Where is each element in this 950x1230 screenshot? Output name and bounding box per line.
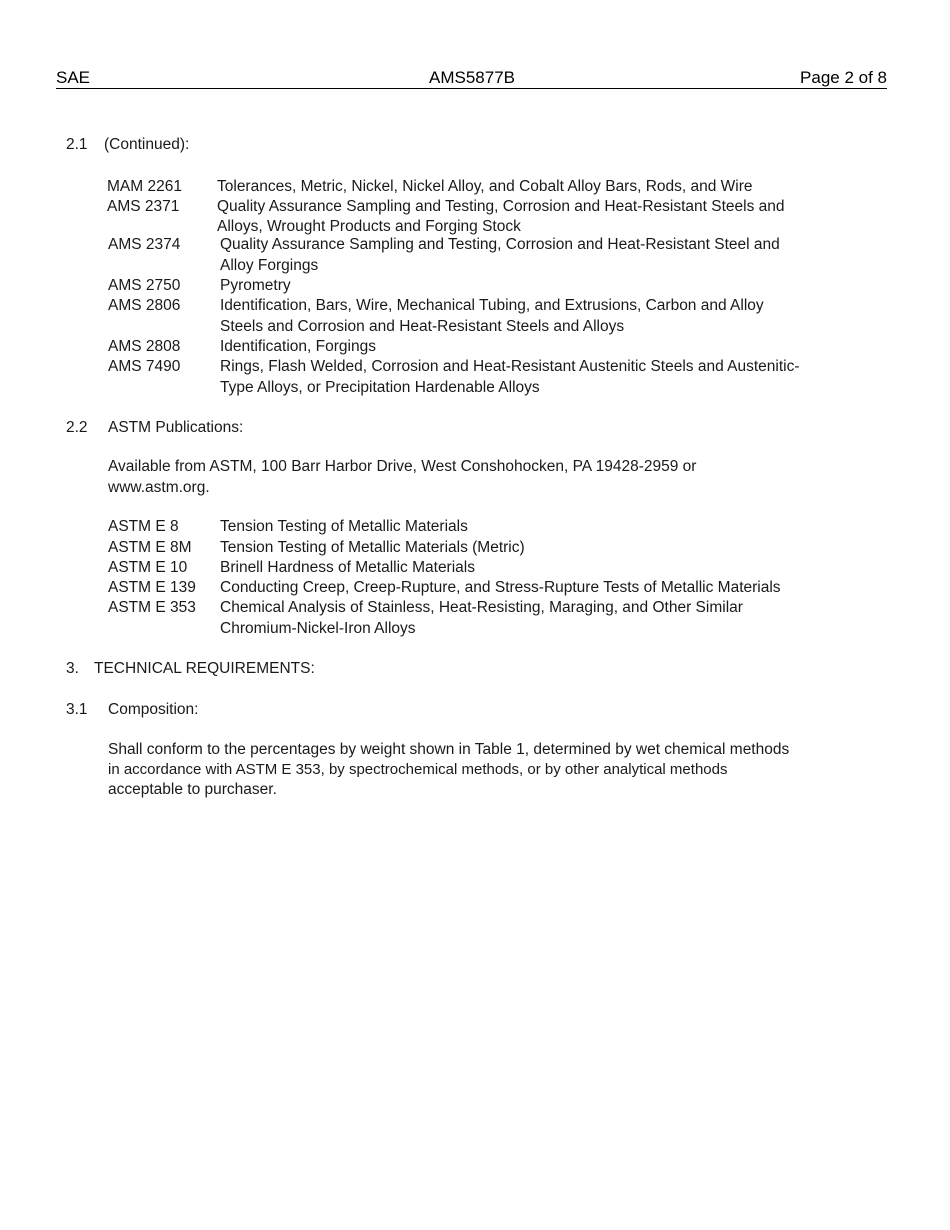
section-title: Composition: — [108, 701, 199, 718]
section-title: ASTM Publications: — [108, 419, 244, 436]
reference-title: Alloy Forgings — [220, 257, 319, 274]
section-number: 3.1 — [66, 701, 88, 718]
reference-code: ASTM E 353 — [108, 599, 196, 616]
paragraph-line: Shall conform to the percentages by weight shown in Table 1, determined by wet chemical methods — [108, 741, 790, 758]
reference-title: Rings, Flash Welded, Corrosion and Heat-Resistant Austenitic Steels and Austenitic- — [220, 358, 800, 375]
reference-title: Tension Testing of Metallic Materials — [220, 518, 468, 535]
header-page-number: Page 2 of 8 — [800, 68, 887, 87]
paragraph-line: in accordance with ASTM E 353, by spectrochemical methods, or by other analytical methods — [108, 761, 728, 778]
reference-code: AMS 2808 — [108, 338, 181, 355]
reference-title: Identification, Bars, Wire, Mechanical Tubing, and Extrusions, Carbon and Alloy — [220, 297, 764, 314]
reference-code: MAM 2261 — [107, 178, 182, 195]
header-doc-number: AMS5877B — [429, 68, 515, 87]
reference-title: Chromium-Nickel-Iron Alloys — [220, 620, 416, 637]
reference-title: Chemical Analysis of Stainless, Heat-Resisting, Maraging, and Other Similar — [220, 599, 743, 616]
page-header — [56, 68, 887, 89]
availability-text: Available from ASTM, 100 Barr Harbor Drive, West Conshohocken, PA 19428-2959 or — [108, 458, 697, 475]
availability-text: www.astm.org. — [108, 479, 210, 496]
section-title: TECHNICAL REQUIREMENTS: — [94, 660, 315, 677]
reference-code: AMS 2750 — [108, 277, 181, 294]
reference-code: AMS 2374 — [108, 236, 181, 253]
reference-code: AMS 2371 — [107, 198, 180, 215]
reference-title: Identification, Forgings — [220, 338, 376, 355]
reference-title: Brinell Hardness of Metallic Materials — [220, 559, 475, 576]
reference-title: Conducting Creep, Creep-Rupture, and Stress-Rupture Tests of Metallic Materials — [220, 579, 781, 596]
section-number: 3. — [66, 660, 79, 677]
paragraph-line: acceptable to purchaser. — [108, 781, 277, 798]
reference-title: Quality Assurance Sampling and Testing, Corrosion and Heat-Resistant Steel and — [220, 236, 780, 253]
reference-title: Type Alloys, or Precipitation Hardenable Alloys — [220, 379, 540, 396]
reference-code: AMS 2806 — [108, 297, 181, 314]
section-number: 2.1 — [66, 136, 88, 153]
reference-code: ASTM E 10 — [108, 559, 188, 576]
reference-title: Pyrometry — [220, 277, 291, 294]
reference-code: ASTM E 8 — [108, 518, 179, 535]
header-org: SAE — [56, 68, 91, 87]
reference-code: ASTM E 139 — [108, 579, 196, 596]
reference-title: Alloys, Wrought Products and Forging Stock — [217, 218, 521, 235]
reference-title: Tolerances, Metric, Nickel, Nickel Alloy, and Cobalt Alloy Bars, Rods, and Wire — [217, 178, 753, 195]
reference-title: Steels and Corrosion and Heat-Resistant Steels and Alloys — [220, 318, 625, 335]
section-title: (Continued): — [104, 136, 190, 153]
reference-title: Quality Assurance Sampling and Testing, Corrosion and Heat-Resistant Steels and — [217, 198, 785, 215]
section-number: 2.2 — [66, 419, 88, 436]
reference-code: AMS 7490 — [108, 358, 181, 375]
reference-title: Tension Testing of Metallic Materials (Metric) — [220, 539, 525, 556]
reference-code: ASTM E 8M — [108, 539, 192, 556]
